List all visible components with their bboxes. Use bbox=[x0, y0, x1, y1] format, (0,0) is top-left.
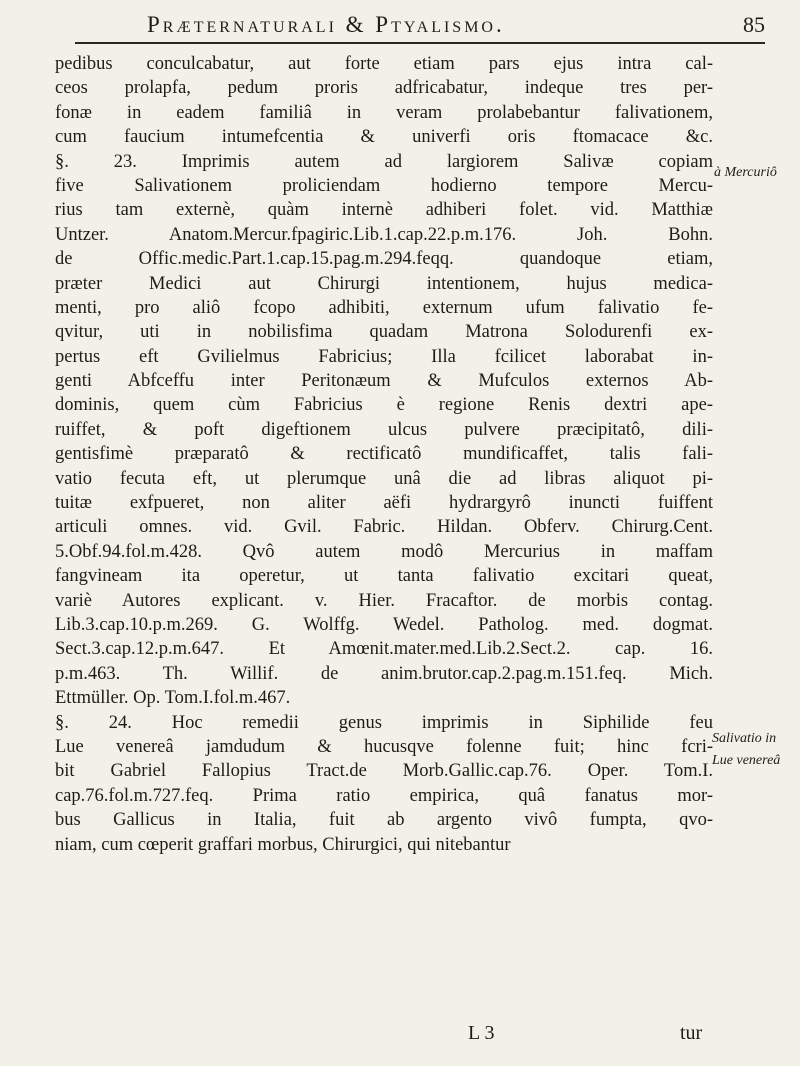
text-line: cum faucium intumefcentia & univerfi oris ftomacace &c. bbox=[55, 127, 713, 148]
text-line: vatio fecuta eft, ut plerumque unâ die ad libras aliquot pi- bbox=[55, 468, 713, 489]
text-line: Ettmüller. Op. Tom.I.fol.m.467. bbox=[55, 688, 291, 709]
text-line: bus Gallicus in Italia, fuit ab argento vivô fumpta, qvo- bbox=[55, 810, 713, 831]
text-line: tuitæ exfpueret, non aliter aëfi hydrargyrô inuncti fuiffent bbox=[55, 493, 713, 514]
text-line: præter Medici aut Chirurgi intentionem, hujus medica- bbox=[55, 273, 713, 294]
page-header bbox=[75, 12, 765, 50]
text-line: bit Gabriel Fallopius Tract.de Morb.Gallic.cap.76. Oper. Tom.I. bbox=[55, 761, 713, 782]
text-line: pertus eft Gvilielmus Fabricius; Illa fcilicet laborabat in- bbox=[55, 346, 713, 367]
text-line: ruiffet, & poft digeftionem ulcus pulvere præcipitatô, dili- bbox=[55, 419, 713, 440]
margin-note-lue-venerea: Lue venereâ bbox=[712, 753, 781, 768]
text-line: menti, pro aliô fcopo adhibiti, externum ufum falivatio fe- bbox=[55, 297, 713, 318]
text-line: §. 23. Imprimis autem ad largiorem Salivæ copiam bbox=[55, 151, 713, 172]
catchword: tur bbox=[680, 1022, 703, 1044]
margin-note-salivatio: Salivatio in bbox=[712, 731, 777, 746]
text-line: dominis, quem cùm Fabricius è regione Renis dextri ape- bbox=[55, 395, 713, 416]
running-head: Præternaturali & Ptyalismo. bbox=[147, 12, 505, 37]
text-line: fonæ in eadem familiâ in veram prolabebantur falivationem, bbox=[55, 102, 713, 123]
text-line: gentisfimè præparatô & rectificatô mundificaffet, talis fali- bbox=[55, 444, 713, 465]
text-line: genti Abfceffu inter Peritonæum & Mufculos externos Ab- bbox=[55, 371, 713, 392]
text-line: fangvineam ita operetur, ut tanta falivatio excitari queat, bbox=[55, 566, 713, 587]
text-line: 5.Obf.94.fol.m.428. Qvô autem modô Mercurius in maffam bbox=[55, 541, 713, 562]
text-line: articuli omnes. vid. Gvil. Fabric. Hildan. Obferv. Chirurg.Cent. bbox=[55, 517, 713, 538]
body-text bbox=[55, 52, 713, 857]
header-rule bbox=[75, 42, 765, 44]
text-line: Lue venereâ jamdudum & hucusqve folenne fuit; hinc fcri- bbox=[55, 736, 713, 757]
text-line: rius tam externè, quàm internè adhiberi folet. vid. Matthiæ bbox=[55, 200, 713, 221]
text-line: ceos prolapfa, pedum proris adfricabatur, indeque tres per- bbox=[55, 78, 713, 99]
text-line: Sect.3.cap.12.p.m.647. Et Amœnit.mater.med.Lib.2.Sect.2. cap. 16. bbox=[55, 639, 713, 660]
text-line: qvitur, uti in nobilisfima quadam Matrona Solodurenfi ex- bbox=[55, 322, 713, 343]
text-line: §. 24. Hoc remedii genus imprimis in Siphilide feu bbox=[55, 712, 713, 733]
text-line: five Salivationem proliciendam hodierno tempore Mercu- bbox=[55, 175, 713, 196]
signature-mark: L 3 bbox=[468, 1022, 495, 1044]
text-line: p.m.463. Th. Willif. de anim.brutor.cap.2.pag.m.151.feq. Mich. bbox=[55, 663, 713, 684]
margin-note-mercurio: à Mercuriô bbox=[714, 165, 777, 180]
text-line: Untzer. Anatom.Mercur.fpagiric.Lib.1.cap.22.p.m.176. Joh. Bohn. bbox=[55, 224, 713, 245]
text-line: de Offic.medic.Part.1.cap.15.pag.m.294.feqq. quandoque etiam, bbox=[55, 249, 713, 270]
text-line: pedibus conculcabatur, aut forte etiam pars ejus intra cal- bbox=[55, 54, 713, 74]
text-line: niam, cum cœperit graffari morbus, Chirurgici, qui nitebantur bbox=[55, 834, 511, 855]
page-number: 85 bbox=[743, 12, 765, 37]
text-line: variè Autores explicant. v. Hier. Fracaftor. de morbis contag. bbox=[55, 590, 713, 611]
text-line: cap.76.fol.m.727.feq. Prima ratio empirica, quâ fanatus mor- bbox=[55, 785, 713, 806]
text-line: Lib.3.cap.10.p.m.269. G. Wolffg. Wedel. Patholog. med. dogmat. bbox=[55, 614, 713, 635]
